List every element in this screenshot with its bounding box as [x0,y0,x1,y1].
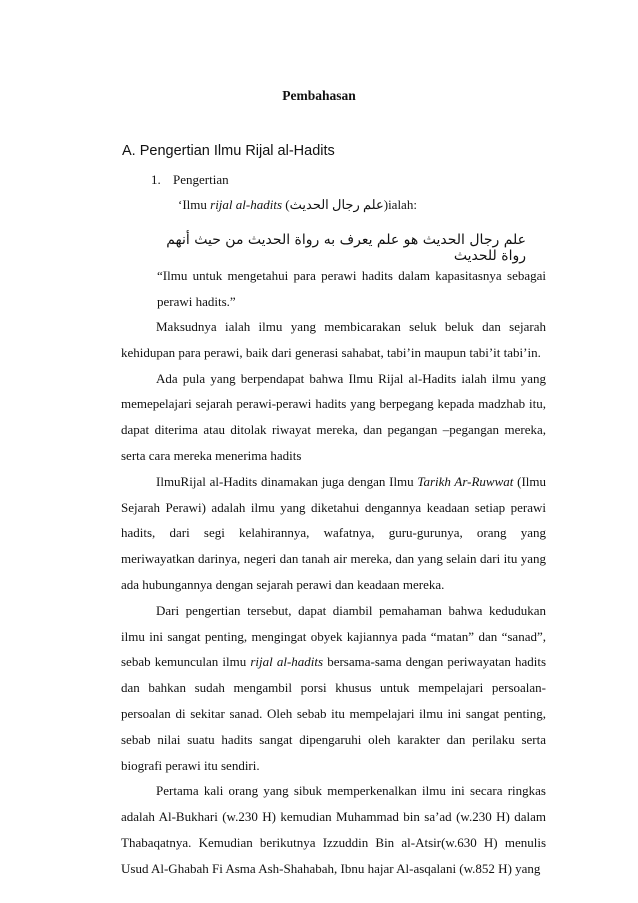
definition-arabic-term: (علم رجال الحديث) [282,197,389,212]
paragraph-3-term: Tarikh Ar-Ruwwat [417,473,514,489]
paragraph-3 [121,469,546,598]
paragraph-4 [121,598,546,779]
subsection-heading [151,172,229,188]
quote-block [157,263,546,315]
definition-prefix: ‘Ilmu [178,197,211,212]
quote-definition: “Ilmu untuk mengetahui para perawi hadits dalam kapasitasnya sebagai perawi hadits.” [157,268,546,309]
definition-suffix: ialah: [388,197,417,212]
subsection-number: 1. [151,172,161,187]
arabic-definition: علم رجال الحديث هو علم يعرف به رواة الحديث من حيث أنهم رواة للحديث [166,232,526,264]
body-text [121,314,546,882]
paragraph-1: Maksudnya ialah ilmu yang membicarakan seluk beluk dan sejarah kehidupan para perawi, baik dari generasi sahabat, tabi’in maupun tabi’it tabi’in. [121,319,546,360]
paragraph-4-start: Dari pengertian tersebut, dapat diambil pemahaman bahwa kedudukan ilmu ini sangat penting, mengingat obyek kajiannya pada “matan” dan “sanad”, sebab kemunculan ilmu [121,602,546,670]
definition-intro [178,197,417,213]
paragraph-4-end: bersama-sama dengan periwayatan hadits dan bahkan sudah mengambil porsi khusus untuk mempelajari persoalan-persoalan di sekitar sanad. Oleh sebab itu mempelajari ilmu ini sangat penting, sebab nilai suatu hadits sangat dipengaruhi oleh karakter dan perilaku serta biografi perawi itu sendiri. [121,654,547,773]
paragraph-2: Ada pula yang berpendapat bahwa Ilmu Rijal al-Hadits ialah ilmu yang memepelajari sejarah perawi-perawi hadits yang berpegang kepada madzhab itu, dapat diterima atau ditolak riwayat mereka, dan pegangan –pegangan mereka, serta cara mereka menerima hadits [121,370,546,463]
paragraph-5: Pertama kali orang yang sibuk memperkenalkan ilmu ini secara ringkas adalah Al-Bukhari (w.230 H) kemudian Muhammad bin sa’ad (w.230 H) dalam Thabaqatnya. Kemudian berikutnya Izzuddin Bin al-Atsir(w.630 H) menulis Usud Al-Ghabah Fi Asma Ash-Shahabah, Ibnu hajar Al-asqalani (w.852 H) yang [121,783,546,876]
paragraph-3-start: IlmuRijal al-Hadits dinamakan juga dengan Ilmu [156,473,418,489]
paragraph-4-term: rijal al-hadits [250,654,324,670]
section-heading: A. Pengertian Ilmu Rijal al-Hadits [122,143,335,159]
paragraph-3-end: (Ilmu Sejarah Perawi) adalah ilmu yang diketahui dengannya keadaan setiap perawi hadits, dari segi kelahirannya, wafatnya, guru-gurunya, orang yang meriwayatkan darinya, negeri dan tanah air mereka, dan yang selain dari itu yang ada hubungannya dengan sejarah perawi dan keadaan mereka. [121,473,546,592]
definition-term: rijal al-hadits [210,197,283,212]
subsection-label: Pengertian [173,172,229,187]
page-title: Pembahasan [282,88,356,103]
